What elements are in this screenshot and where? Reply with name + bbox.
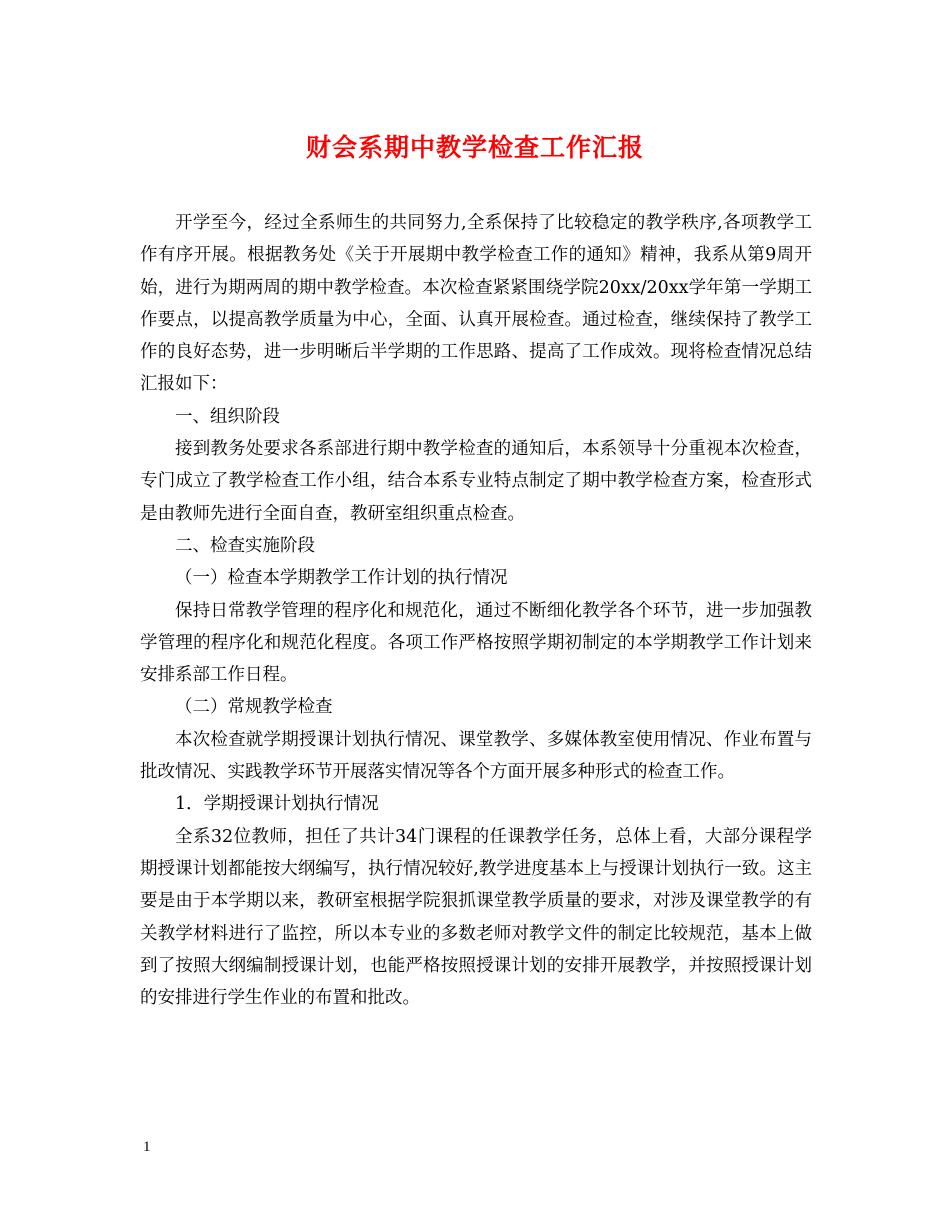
heading-implementation-stage: 二、检查实施阶段 xyxy=(175,535,315,556)
paragraph-plan-execution: 保持日常教学管理的程序化和规范化，通过不断细化教学各个环节，进一步加强教学管理的程序化和规范化程度。各项工作严格按照学期初制定的本学期教学工作计划来安排系部工作日程。 xyxy=(140,600,812,686)
paragraph-intro: 开学至今，经过全系师生的共同努力,全系保持了比较稳定的教学秩序,各项教学工作有序开展。根据教务处《关于开展期中教学检查工作的通知》精神，我系从第9周开始，进行为期两周的期中教学检查。本次检查紧紧围绕学院20xx/20xx学年第一学期工作要点，以提高教学质量为中心，全面、认真开展检查。通过检查，继续保持了教学工作的良好态势，进一步明晰后半学期的工作思路、提高了工作成效。现将检查情况总结汇报如下： xyxy=(140,213,812,395)
subheading-plan-execution: （一）检查本学期教学工作计划的执行情况 xyxy=(175,568,508,589)
paragraph-organization: 接到教务处要求各系部进行期中教学检查的通知后，本系领导十分重视本次检查，专门成立了教学检查工作小组，结合本系专业特点制定了期中教学检查方案，检查形式是由教师先进行全面自查，教研室组织重点检查。 xyxy=(140,439,812,524)
document-body xyxy=(140,207,812,1014)
subheading-teaching-plan: 1．学期授课计划执行情况 xyxy=(175,794,379,815)
document-title: 财会系期中教学检查工作汇报 xyxy=(305,133,644,162)
subheading-routine-inspection: （二）常规教学检查 xyxy=(175,697,333,718)
page-number: 1 xyxy=(143,1139,151,1155)
paragraph-routine-inspection: 本次检查就学期授课计划执行情况、课堂教学、多媒体教室使用情况、作业布置与批改情况、实践教学环节开展落实情况等各个方面开展多种形式的检查工作。 xyxy=(140,729,812,783)
heading-organization-stage: 一、组织阶段 xyxy=(175,406,280,427)
paragraph-teaching-plan: 全系32位教师，担任了共计34门课程的任课教学任务，总体上看，大部分课程学期授课计划都能按大纲编写，执行情况较好,教学进度基本上与授课计划执行一致。这主要是由于本学期以来，教研室根据学院狠抓课堂教学质量的要求，对涉及课堂教学的有关教学材料进行了监控，所以本专业的多数老师对教学文件的制定比较规范，基本上做到了按照大纲编制授课计划，也能严格按照授课计划的安排开展教学，并按照授课计划的安排进行学生作业的布置和批改。 xyxy=(140,826,812,1009)
